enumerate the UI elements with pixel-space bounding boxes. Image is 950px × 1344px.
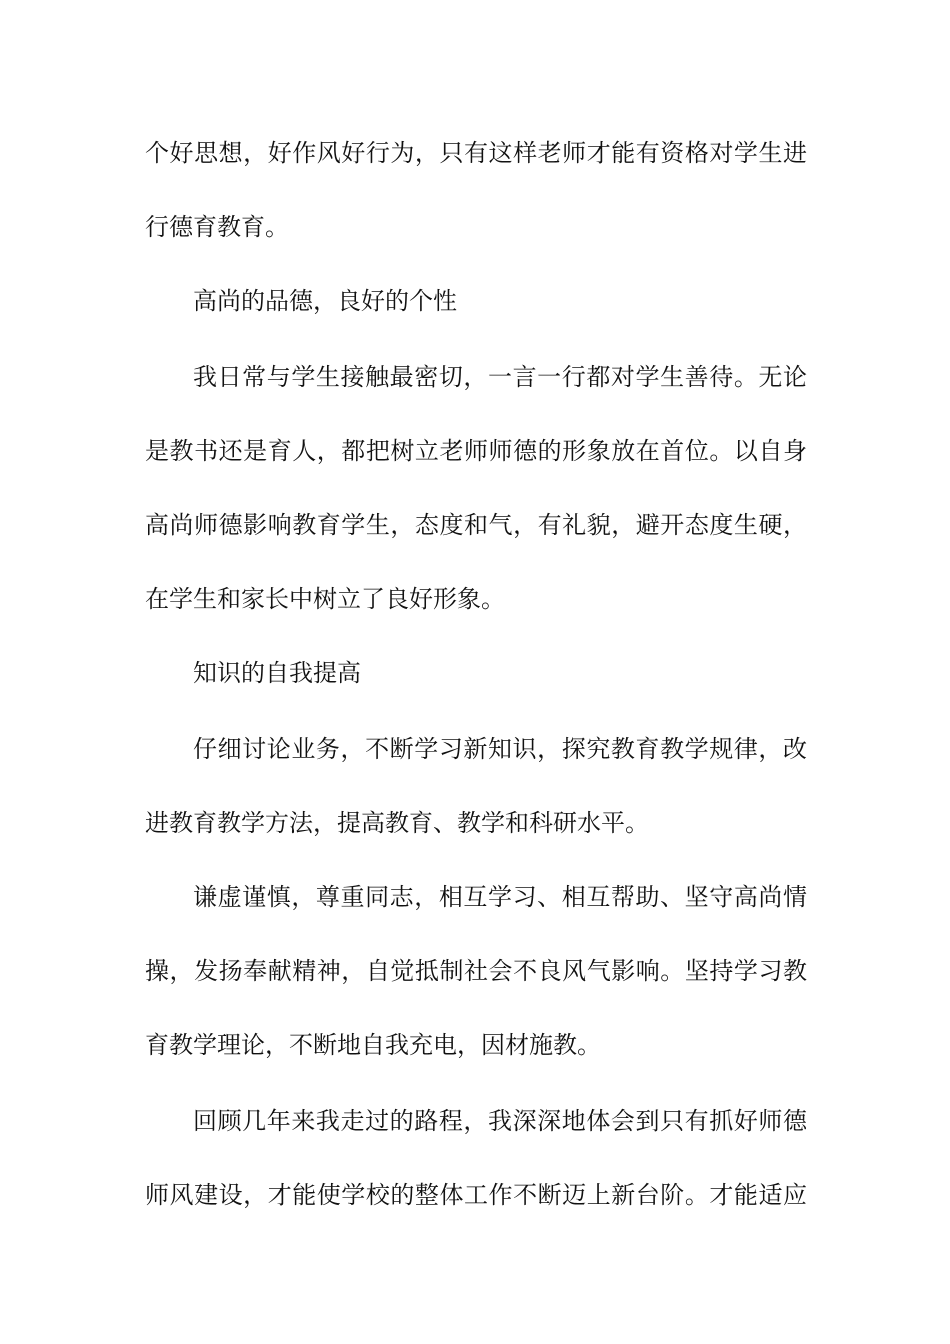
- section-heading: 知识的自我提高: [193, 659, 361, 687]
- text-line: 个好思想，好作风好行为，只有这样老师才能有资格对学生进: [145, 139, 807, 167]
- text-line: 进教育教学方法，提高教育、教学和科研水平。: [145, 809, 649, 837]
- text-line: 育教学理论，不断地自我充电，因材施教。: [145, 1031, 601, 1059]
- text-line: 行德育教育。: [145, 213, 289, 241]
- text-line: 我日常与学生接触最密切，一言一行都对学生善待。无论: [193, 363, 807, 391]
- text-line: 谦虚谨慎，尊重同志，相互学习、相互帮助、坚守高尚情: [193, 883, 807, 911]
- section-heading: 高尚的品德，良好的个性: [193, 287, 457, 315]
- text-line: 操，发扬奉献精神，自觉抵制社会不良风气影响。坚持学习教: [145, 957, 807, 985]
- text-line: 在学生和家长中树立了良好形象。: [145, 585, 505, 613]
- text-line: 仔细讨论业务，不断学习新知识，探究教育教学规律，改: [193, 735, 807, 763]
- text-line: 是教书还是育人，都把树立老师师德的形象放在首位。以自身: [145, 437, 807, 465]
- text-line: 回顾几年来我走过的路程，我深深地体会到只有抓好师德: [193, 1107, 807, 1135]
- text-line: 高尚师德影响教育学生，态度和气，有礼貌，避开态度生硬，: [145, 511, 807, 539]
- text-line: 师风建设，才能使学校的整体工作不断迈上新台阶。才能适应: [145, 1181, 807, 1209]
